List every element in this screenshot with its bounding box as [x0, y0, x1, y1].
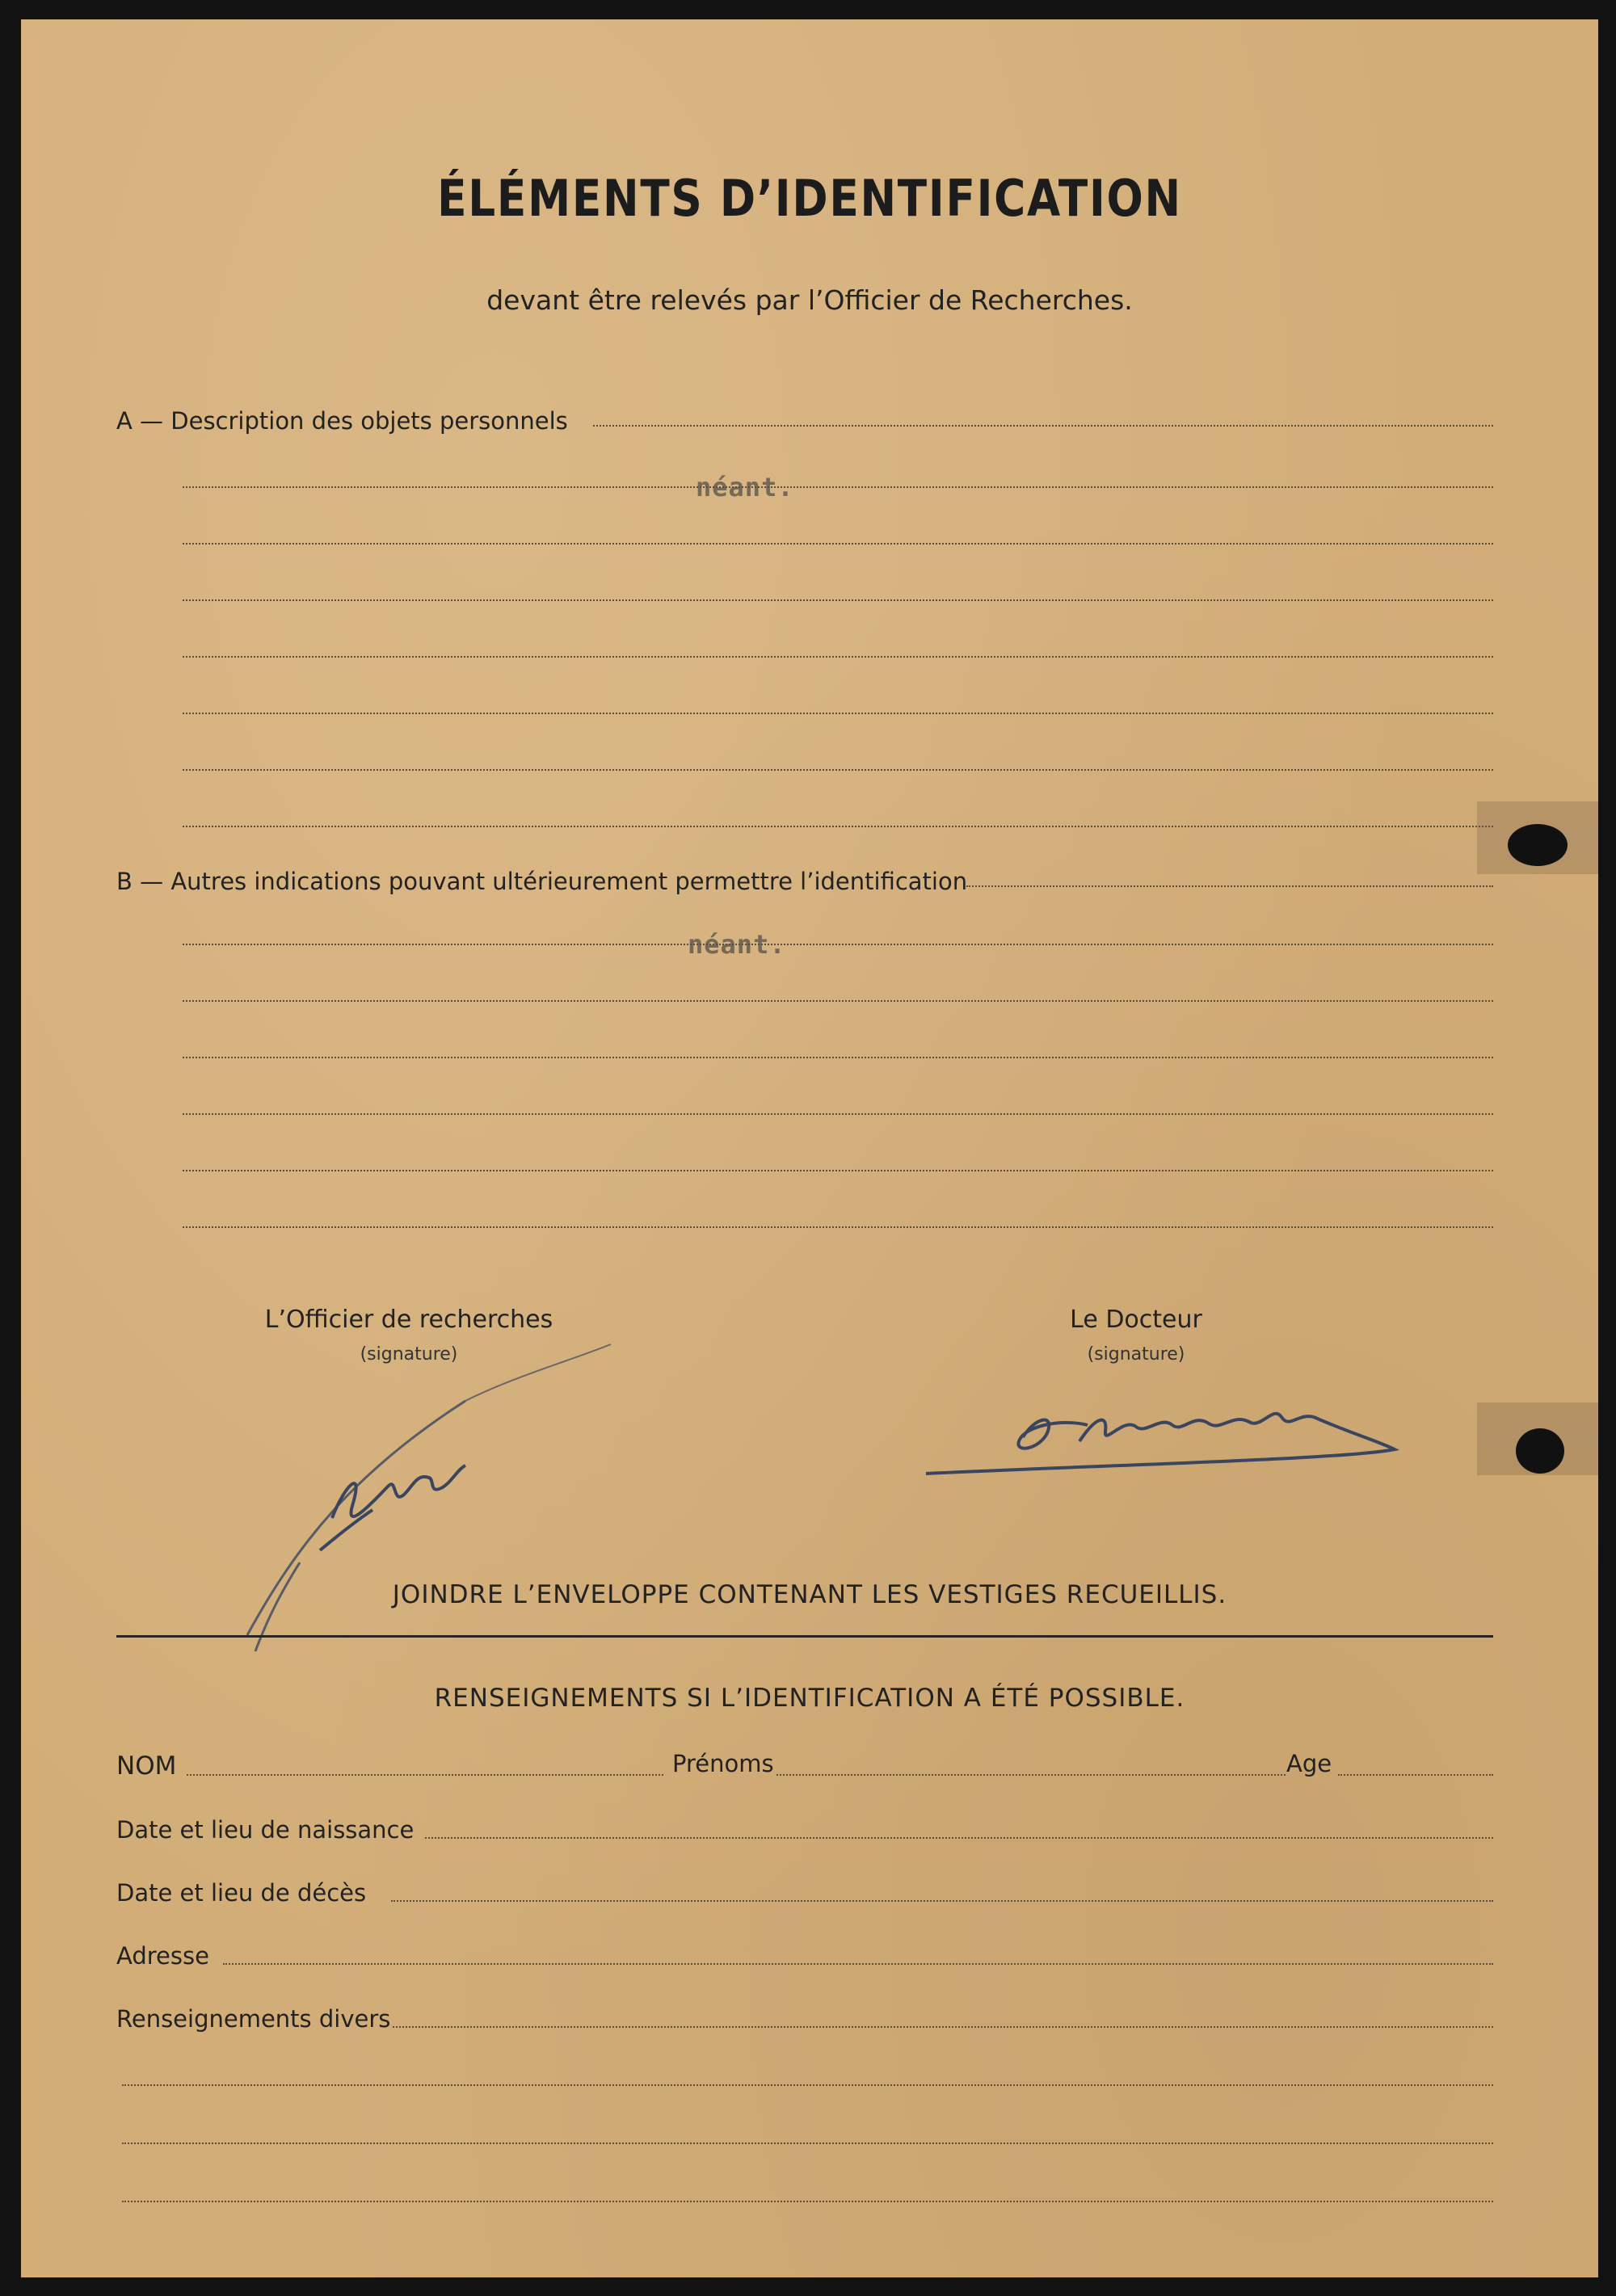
divers-field[interactable] [393, 2026, 1493, 2028]
section-a-typed-value: néant. [696, 472, 794, 503]
field-line[interactable] [183, 486, 1493, 488]
age-label: Age [1286, 1750, 1332, 1777]
officer-signature-title: L’Officier de recherches [264, 1306, 553, 1334]
doctor-signature-image [894, 1369, 1411, 1506]
officer-signature-image [223, 1344, 643, 1667]
section-a-label: A — Description des objets personnels [116, 407, 568, 435]
deces-label: Date et lieu de décès [116, 1879, 367, 1907]
field-line[interactable] [183, 656, 1493, 658]
nom-field[interactable] [187, 1774, 663, 1776]
divers-field-line[interactable] [122, 2084, 1493, 2086]
doctor-signature-title: Le Docteur [1070, 1306, 1202, 1334]
field-line[interactable] [966, 885, 1493, 887]
punch-hole-bottom [1516, 1428, 1564, 1474]
doctor-signature-sub: (signature) [1087, 1344, 1185, 1365]
field-line[interactable] [183, 1226, 1493, 1228]
naissance-field[interactable] [425, 1837, 1493, 1839]
field-line[interactable] [183, 1057, 1493, 1058]
adresse-field[interactable] [223, 1963, 1493, 1965]
divers-label: Renseignements divers [116, 2005, 391, 2033]
nom-label: NOM [116, 1751, 177, 1781]
divers-field-line[interactable] [122, 2201, 1493, 2202]
field-line[interactable] [183, 944, 1493, 945]
form-title: ÉLÉMENTS D’IDENTIFICATION [437, 169, 1182, 228]
form-sheet [21, 19, 1598, 2277]
section-b-label: B — Autres indications pouvant ultérieurement permettre l’identification [116, 868, 968, 895]
prenoms-label: Prénoms [672, 1750, 774, 1777]
field-line[interactable] [593, 425, 1493, 427]
adresse-label: Adresse [116, 1942, 209, 1970]
field-line[interactable] [183, 769, 1493, 771]
identification-heading: RENSEIGNEMENTS SI L’IDENTIFICATION A ÉTÉ POSSIBLE. [434, 1684, 1185, 1713]
field-line[interactable] [183, 599, 1493, 601]
section-divider [116, 1635, 1493, 1638]
prenoms-field[interactable] [776, 1774, 1286, 1776]
field-line[interactable] [183, 1000, 1493, 1002]
field-line[interactable] [183, 1170, 1493, 1171]
punch-hole-top [1508, 824, 1568, 866]
field-line[interactable] [183, 1113, 1493, 1115]
field-line[interactable] [183, 713, 1493, 714]
officer-signature-sub: (signature) [360, 1344, 458, 1365]
divers-field-line[interactable] [122, 2143, 1493, 2144]
deces-field[interactable] [391, 1900, 1493, 1902]
envelope-note: JOINDRE L’ENVELOPPE CONTENANT LES VESTIGES RECUEILLIS. [392, 1580, 1227, 1609]
age-field[interactable] [1338, 1774, 1493, 1776]
field-line[interactable] [183, 826, 1493, 827]
field-line[interactable] [183, 543, 1493, 545]
naissance-label: Date et lieu de naissance [116, 1816, 415, 1844]
form-subtitle: devant être relevés par l’Officier de Recherches. [486, 284, 1133, 316]
section-b-typed-value: néant. [688, 929, 786, 960]
